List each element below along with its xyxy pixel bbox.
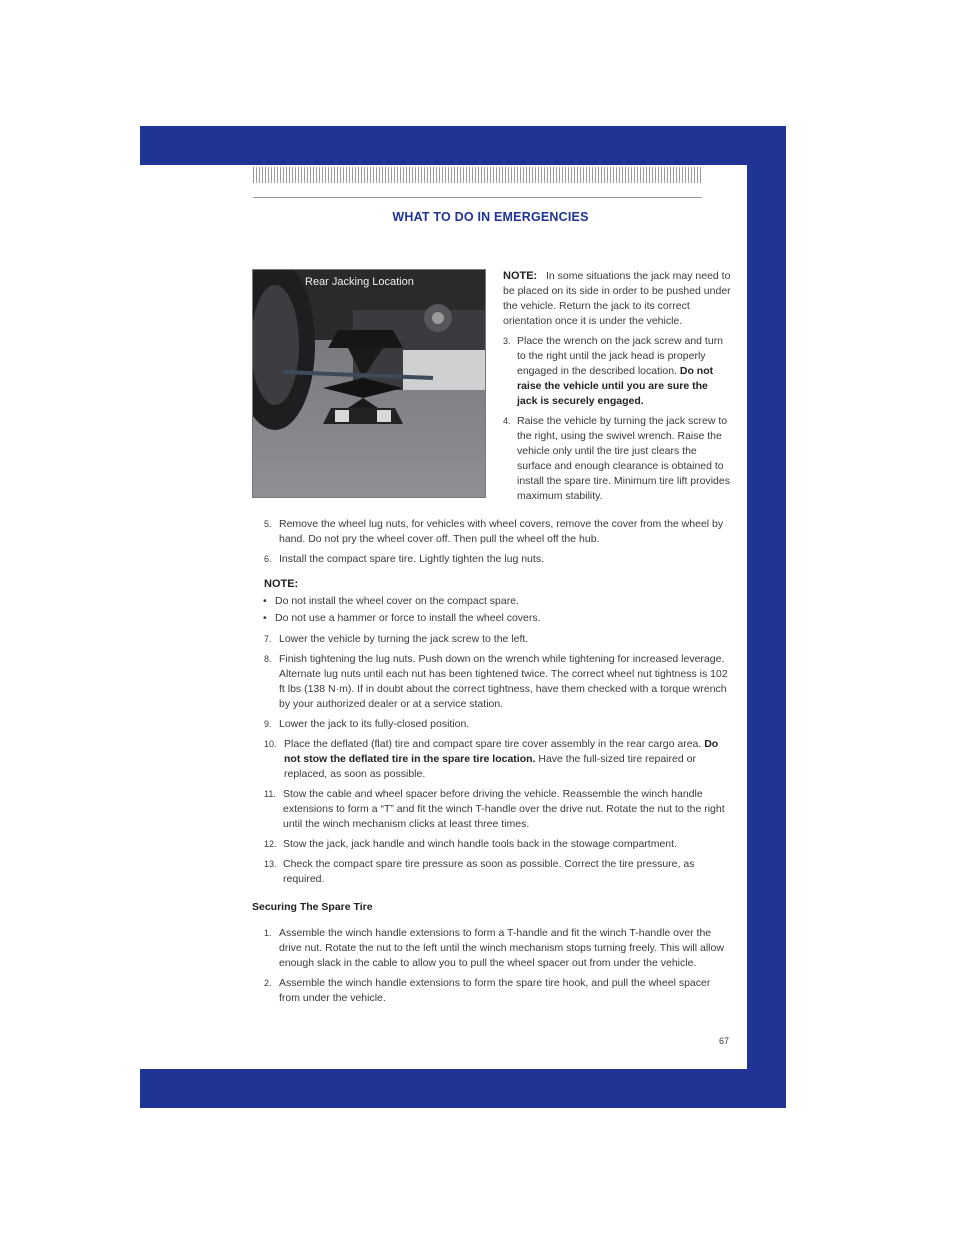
step-text: Install the compact spare tire. Lightly tighten the lug nuts.: [279, 553, 544, 565]
list-item: [264, 552, 730, 567]
bullet-item: • Do not install the wheel cover on the compact spare.: [263, 595, 519, 607]
step-number: 3.: [503, 336, 511, 346]
list-item: [264, 717, 730, 732]
list-item: [264, 652, 730, 712]
step-text: Assemble the winch handle extensions to form the spare tire hook, and pull the wheel spacer from under the vehicle.: [279, 977, 711, 1004]
step-text: Check the compact spare tire pressure as soon as possible. Correct the tire pressure, as required.: [283, 858, 695, 885]
step-number: 8.: [264, 654, 272, 664]
decorative-hatch-band: [253, 167, 703, 183]
step-number: 12.: [264, 839, 277, 849]
step-warning: Do not raise the vehicle until you are sure the jack is securely engaged.: [517, 365, 714, 407]
step-number: 11.: [264, 789, 276, 799]
list-item: [264, 517, 730, 547]
list-item: [503, 414, 731, 504]
step-text: Stow the jack, jack handle and winch handle tools back in the stowage compartment.: [283, 838, 677, 850]
note-label: NOTE:: [503, 270, 538, 282]
bullet-item: • Do not use a hammer or force to install the wheel covers.: [263, 612, 541, 624]
step-number: 7.: [264, 634, 272, 644]
page-frame-bottom: [140, 1069, 786, 1108]
step-number: 9.: [264, 719, 272, 729]
photo-caption: Rear Jacking Location: [305, 276, 414, 288]
section-heading: Securing The Spare Tire: [252, 901, 373, 913]
list-item: [264, 926, 730, 971]
step-number: 13.: [264, 859, 277, 869]
step-number: 4.: [503, 416, 511, 426]
list-item: [503, 334, 731, 409]
note-paragraph: [503, 269, 731, 329]
note-label: NOTE:: [264, 578, 299, 590]
step-text: Place the wrench on the jack screw and turn to the right until the jack head is properly engaged in the described location.: [517, 335, 724, 377]
step-text: Assemble the winch handle extensions to form a T-handle and fit the winch T-handle over the drive nut. Rotate the nut to the left until the winch mechanism stops turning freely. This will allow enough slack in the cable to allow you to pull the wheel spacer out from under the vehicle.: [279, 927, 724, 969]
step-number: 2.: [264, 978, 272, 988]
step-text: Finish tightening the lug nuts. Push down on the wrench while tightening for increased leverage. Alternate lug nuts until each nut has been tightened twice. The correct wheel nut tightness is 102 ft lbs (138 N·m). If in doubt about the correct tightness, have them checked with a torque wrench by your authorized dealer or at a service station.: [279, 653, 728, 710]
step-text: Lower the vehicle by turning the jack screw to the left.: [279, 633, 529, 645]
list-item: [264, 787, 730, 832]
bullet-text: Do not use a hammer or force to install the wheel covers.: [275, 612, 541, 624]
page-frame-top: [140, 126, 786, 165]
list-item: [264, 737, 730, 782]
rear-jacking-photo: [252, 269, 486, 498]
note-text: In some situations the jack may need to be placed on its side in order to be pushed under the vehicle. Return the jack to its correct orientation once it is under the vehicle.: [503, 270, 731, 327]
step-text: Stow the cable and wheel spacer before driving the vehicle. Reassemble the winch handle extensions to form a “T” and fit the winch T-handle over the drive nut. Rotate the nut to the right until the winch mechanism clicks at least three times.: [283, 788, 725, 830]
list-item: [264, 976, 730, 1006]
step-text: Place the deflated (flat) tire and compact spare tire cover assembly in the rear cargo area.: [284, 738, 702, 750]
step-text-after: Have the full-sized tire repaired or replaced, as soon as possible.: [284, 753, 696, 780]
list-item: [264, 837, 730, 852]
page-frame-right: [747, 126, 786, 1108]
main-steps: [264, 517, 730, 892]
securing-steps: [264, 926, 730, 1011]
step-number: 1.: [264, 928, 272, 938]
page-number: 67: [719, 1036, 730, 1046]
section-header-title: WHAT TO DO IN EMERGENCIES: [392, 210, 589, 224]
step-text: Raise the vehicle by turning the jack screw to the right, using the swivel wrench. Raise the vehicle only until the tire just clears the surface and enough clearance is obtained to install the spare tire. Minimum tire lift provides maximum stability.: [517, 415, 730, 502]
note-column: [503, 269, 731, 509]
jack-photo-illustration: [253, 270, 485, 497]
list-item: [264, 857, 730, 887]
header-rule: [253, 197, 702, 198]
step-number: 5.: [264, 519, 272, 529]
step-warning: Do not stow the deflated tire in the spare tire location.: [284, 738, 719, 765]
step-text: Lower the jack to its fully-closed position.: [279, 718, 470, 730]
step-number: 6.: [264, 554, 272, 564]
step-number: 10.: [264, 739, 277, 749]
list-item: [264, 632, 730, 647]
step-text: Remove the wheel lug nuts, for vehicles with wheel covers, remove the cover from the wheel by hand. Do not pry the wheel cover off. Then pull the wheel off the hub.: [279, 518, 724, 545]
bullet-text: Do not install the wheel cover on the compact spare.: [275, 595, 519, 607]
